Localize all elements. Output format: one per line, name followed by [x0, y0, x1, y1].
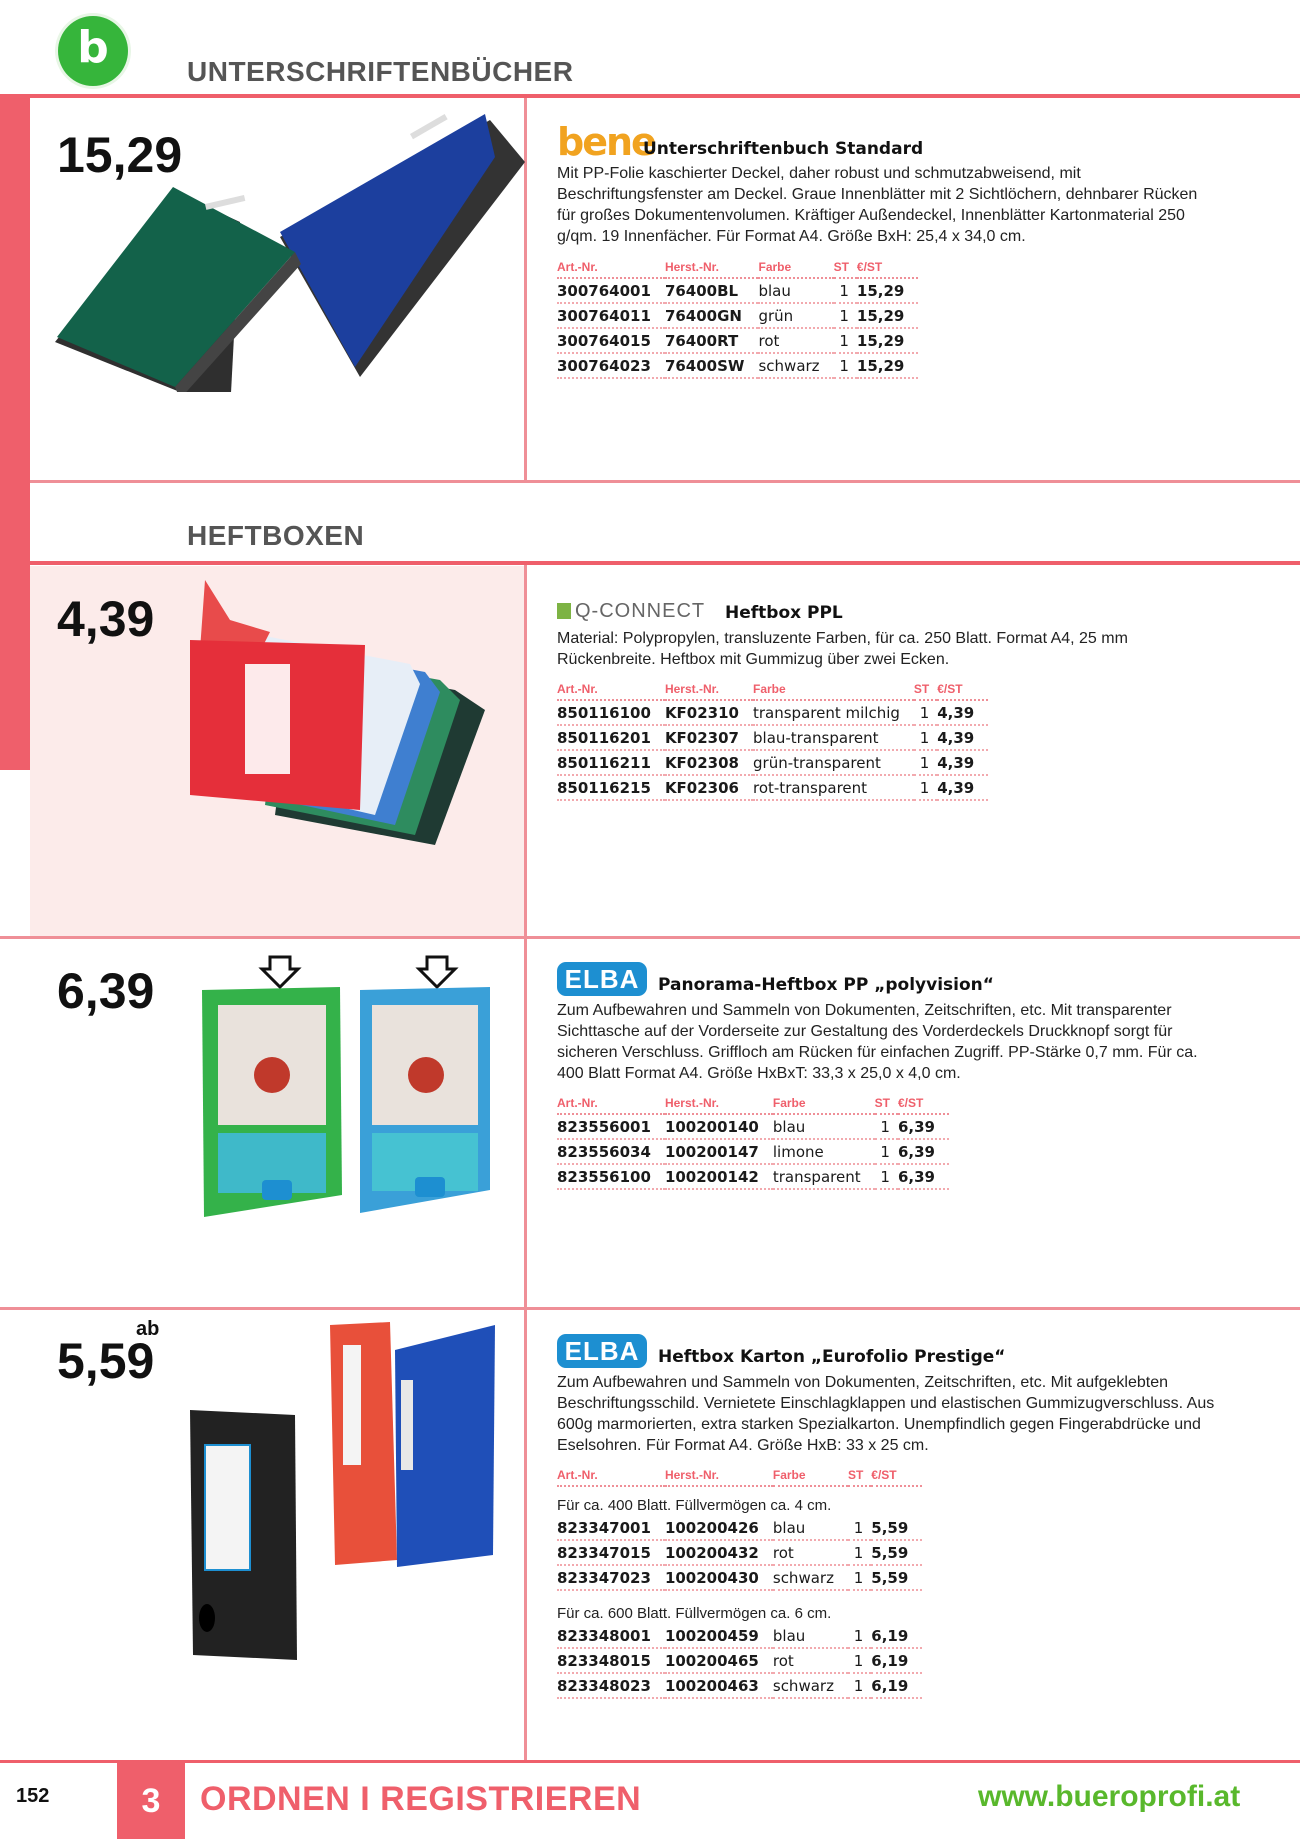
- heftboxen-rule: [30, 561, 1300, 565]
- table-row: 823347015 100200432 rot 1 5,59: [557, 1540, 922, 1565]
- table-row: 823347001 100200426 blau 1 5,59: [557, 1516, 922, 1540]
- table-row: 300764015 76400RT rot 1 15,29: [557, 328, 918, 353]
- table-row: 823556034 100200147 limone 1 6,39: [557, 1139, 949, 1164]
- title-product1: Unterschriftenbuch Standard: [643, 139, 924, 159]
- top-rule: [0, 94, 1300, 98]
- table-row: 850116100 KF02310 transparent milchig 1 4,39: [557, 700, 988, 725]
- table-product4: Art.-Nr. Herst.-Nr. Farbe ST €/ST Für ca. 400 Blatt. Füllvermögen ca. 4 cm. 823347001 100200426 blau 1 5,59 823347015 100200432 rot 1 5,59 823347023 100200430 schwarz 1 5,59 Für ca. 600 Blatt. Füllvermögen ca. 6 cm. 823348001 100200459 blau 1 6,19 823348015 100200465 rot 1 6,19 823348023 100200463 schwarz 1 6,19: [557, 1468, 922, 1699]
- table-product1: Art.-Nr. Herst.-Nr. Farbe ST €/ST 300764001 76400BL blau 1 15,29 300764011 76400GN grün 1 15,29 300764015 76400RT rot 1 15,29 300764023 76400SW schwarz 1 15,29: [557, 260, 918, 379]
- price-product1: 15,29: [57, 127, 183, 183]
- footer-rule: [0, 1760, 1300, 1763]
- desc-product4: Zum Aufbewahren und Sammeln von Dokumenten, Zeitschriften, etc. Mit aufgeklebten Beschriftungsschild. Vernietete Einschlagklappen und elastischen Gummizugverschluss. Aus 600g marmorierten, extra starken Spezialkarton. Unempfindlich gegen Fingerabdrücke und Eselsohren. Für Format A4. Größe HxB: 33 x 25 cm.: [557, 1374, 1215, 1454]
- section-title-unterschriftenbuecher: UNTERSCHRIFTENBÜCHER: [187, 56, 574, 87]
- section-title-heftboxen: HEFTBOXEN: [187, 520, 365, 551]
- note-600-blatt: Für ca. 600 Blatt. Füllvermögen ca. 6 cm.: [557, 1605, 832, 1622]
- chapter-number: 3: [117, 1762, 185, 1839]
- brand-logo: b: [58, 16, 128, 86]
- table-row: 823348015 100200465 rot 1 6,19: [557, 1648, 922, 1673]
- table-row: 823556100 100200142 transparent 1 6,39: [557, 1164, 949, 1189]
- table-row: 300764023 76400SW schwarz 1 15,29: [557, 353, 918, 378]
- divider-2: [524, 565, 527, 1760]
- desc-product2: Material: Polypropylen, transluzente Farben, für ca. 250 Blatt. Format A4, 25 mm Rückenbreite. Heftbox mit Gummizug über zwei Ecken.: [557, 630, 1128, 668]
- price-product4: 5,59: [57, 1333, 155, 1389]
- table-product3: Art.-Nr. Herst.-Nr. Farbe ST €/ST 823556001 100200140 blau 1 6,39 823556034 100200147 limone 1 6,39 823556100 100200142 transparent 1 6,39: [557, 1096, 949, 1190]
- price-product2: 4,39: [57, 591, 155, 647]
- rule-3: [0, 1307, 1300, 1310]
- rule-2: [0, 936, 1300, 939]
- product2-image: [185, 580, 505, 850]
- product1-image: [55, 112, 525, 392]
- table-row: 823348023 100200463 schwarz 1 6,19: [557, 1673, 922, 1698]
- brand-elba-product3: ELBA: [557, 962, 647, 996]
- table-row: 823347023 100200430 schwarz 1 5,59: [557, 1565, 922, 1590]
- table-row: 823348001 100200459 blau 1 6,19: [557, 1624, 922, 1648]
- website-link[interactable]: www.bueroprofi.at: [978, 1780, 1241, 1813]
- title-product2: Heftbox PPL: [725, 603, 843, 623]
- price-prefix-product4: ab: [136, 1318, 160, 1340]
- chapter-title: ORDNEN I REGISTRIEREN: [200, 1780, 642, 1818]
- page-number: 152: [16, 1785, 50, 1807]
- left-accent-bar: [0, 97, 30, 770]
- desc-product3: Zum Aufbewahren und Sammeln von Dokumenten, Zeitschriften, etc. Mit transparenter Sichttasche auf der Vorderseite zur Gestaltung des Vorderdeckels Druckknopf sorgt für sicheren Verschluss. Griffloch am Rücken für einfachen Zugriff. PP-Stärke 0,7 mm. Für ca. 400 Blatt Format A4. Größe HxBxT: 33,3 x 25,0 x 4,0 cm.: [557, 1002, 1198, 1082]
- table-row: 850116211 KF02308 grün-transparent 1 4,39: [557, 750, 988, 775]
- table-row: 300764011 76400GN grün 1 15,29: [557, 303, 918, 328]
- product3-image: [200, 955, 500, 1220]
- product4-image: [185, 1320, 500, 1660]
- price-product3: 6,39: [57, 963, 155, 1019]
- table-row: 850116215 KF02306 rot-transparent 1 4,39: [557, 775, 988, 800]
- desc-product1: Mit PP-Folie kaschierter Deckel, daher robust und schmutzabweisend, mit Beschriftungsfenster am Deckel. Graue Innenblätter mit 2 Sichtlöchern, dehnbarer Rücken für großes Dokumentenvolumen. Kräftiger Außendeckel, Innenblätter Kartonmaterial 250 g/qm. 19 Innenfächer. Für Format A4. Größe BxH: 25,4 x 34,0 cm.: [557, 165, 1198, 245]
- brand-q-connect: Q-CONNECT: [557, 600, 705, 623]
- note-400-blatt: Für ca. 400 Blatt. Füllvermögen ca. 4 cm.: [557, 1497, 832, 1514]
- table-row: 850116201 KF02307 blau-transparent 1 4,39: [557, 725, 988, 750]
- table-row: 823556001 100200140 blau 1 6,39: [557, 1114, 949, 1139]
- rule-1: [30, 480, 1300, 483]
- brand-elba-product4: ELBA: [557, 1334, 647, 1368]
- table-row: 300764001 76400BL blau 1 15,29: [557, 278, 918, 303]
- table-product2: Art.-Nr. Herst.-Nr. Farbe ST €/ST 850116100 KF02310 transparent milchig 1 4,39 850116201 KF02307 blau-transparent 1 4,39 850116211 KF02308 grün-transparent 1 4,39 850116215 KF02306 rot-transparent 1 4,39: [557, 682, 988, 801]
- title-product3: Panorama-Heftbox PP „polyvision“: [658, 975, 994, 995]
- brand-bene: bene: [557, 120, 655, 164]
- title-product4: Heftbox Karton „Eurofolio Prestige“: [658, 1347, 1006, 1367]
